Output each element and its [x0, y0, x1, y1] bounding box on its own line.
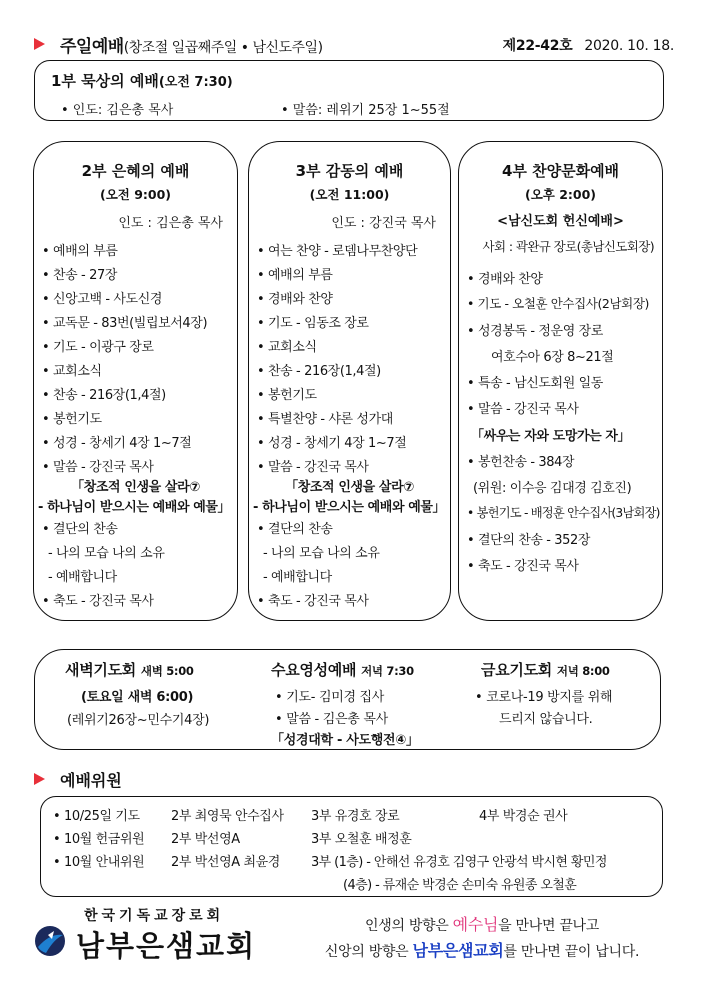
service4-item: (위원: 이수응 김대경 김호진) [473, 481, 632, 496]
service2-closing: - 나의 모습 나의 소유 [48, 546, 165, 561]
service4-item: • 특송 - 남신도회원 일동 [467, 376, 603, 391]
wed-sermon: • 말씀 - 김은총 목사 [275, 712, 388, 727]
committee-row4: (4층) - 류재순 박경순 손미숙 유원종 오철훈 [343, 878, 577, 893]
service3-item: • 경배와 찬양 [257, 292, 333, 307]
service3-item: • 교회소식 [257, 340, 317, 355]
fri-title-text: 금요기도회 [481, 661, 552, 679]
church-name: 남부은샘교회 [76, 929, 257, 963]
service4-item: • 기도 - 오철훈 안수집사(2남회장) [467, 296, 649, 311]
service4-title: 4부 찬양문화예배 [501, 162, 620, 180]
service4-sermon-title: 「싸우는 자와 도망가는 자」 [471, 429, 631, 444]
service4-item: • 경배와 찬양 [467, 272, 543, 287]
service3-box [248, 141, 451, 621]
service3-time: (오전 11:00) [309, 187, 390, 202]
issue-info [503, 35, 674, 55]
wed-series: 「성경대학 - 사도행전④」 [271, 733, 419, 748]
slogan-line1 [312, 912, 652, 935]
service3-item: • 봉헌기도 [257, 388, 317, 403]
service3-sermon-subtitle: - 하나님이 받으시는 예배와 예물」 [253, 500, 446, 515]
service2-sermon-title: 「창조적 인생을 살라⑦ [71, 480, 200, 495]
service1-leader: • 인도: 김은총 목사 [61, 103, 174, 118]
committee-part2: 2부 박선영A 최윤경 [171, 855, 280, 870]
dawn-title-text: 새벽기도회 [65, 661, 136, 679]
service3-closing: - 나의 모습 나의 소유 [263, 546, 380, 561]
committee-label: • 10/25일 기도 [53, 809, 140, 824]
church-logo-icon [34, 925, 66, 957]
weekday-services-box [34, 649, 661, 750]
service2-title: 2부 은혜의 예배 [81, 162, 190, 180]
committee-label: • 10월 안내위원 [53, 855, 145, 870]
service2-item: • 말씀 - 강진국 목사 [42, 460, 154, 475]
service4-item: • 봉헌기도 - 배정훈 안수집사(3남회장) [467, 506, 660, 520]
service3-item: • 기도 - 임동조 장로 [257, 316, 369, 331]
service2-item: • 기도 - 이광구 장로 [42, 340, 154, 355]
committee-part3: 3부 (1층) - 안해선 유경호 김영구 안광석 박시현 황민정 [311, 855, 607, 870]
service3-title: 3부 감동의 예배 [295, 162, 404, 180]
service1-title [51, 70, 233, 91]
service4-item: 여호수아 6장 8~21절 [491, 350, 614, 365]
service1-box [34, 60, 664, 121]
service2-closing: • 결단의 찬송 [42, 522, 118, 537]
service3-item: • 예배의 부름 [257, 268, 333, 283]
fri-prayer-title [481, 659, 610, 680]
service2-sermon-subtitle: - 하나님이 받으시는 예배와 예물」 [38, 500, 231, 515]
committee-part4: 4부 박경순 권사 [479, 809, 568, 824]
slogan-highlight: 남부은샘교회 [412, 941, 504, 960]
committee-box [40, 796, 663, 897]
service4-box [458, 141, 663, 621]
service1-time: (오전 7:30) [158, 75, 233, 90]
fri-line2: 드리지 않습니다. [499, 712, 593, 727]
service2-item: • 찬송 - 27장 [42, 268, 117, 283]
service2-box [33, 141, 238, 621]
wed-title-text: 수요영성예배 [271, 661, 357, 679]
service2-closing: • 축도 - 강진국 목사 [42, 594, 154, 609]
service3-item: • 특별찬양 - 샤론 성가대 [257, 412, 393, 427]
page-header [34, 32, 674, 56]
committee-part3: 3부 유경호 장로 [311, 809, 400, 824]
service4-item: • 성경봉독 - 정운영 장로 [467, 324, 603, 339]
service4-item: • 봉헌찬송 - 384장 [467, 455, 575, 470]
dawn-text: (레위기26장~민수기4장) [67, 713, 210, 728]
dawn-time: 새벽 5:00 [140, 664, 194, 678]
service2-time: (오전 9:00) [99, 187, 172, 202]
slogan-text: 인생의 방향은 [365, 918, 453, 934]
service2-item: • 성경 - 창세기 4장 1~7절 [42, 436, 192, 451]
committee-title: 예배위원 [60, 771, 122, 790]
issue-date: 2020. 10. 18. [584, 38, 674, 54]
service2-item: • 신앙고백 - 사도신경 [42, 292, 163, 307]
dawn-saturday: (토요일 새벽 6:00) [81, 690, 194, 705]
committee-part3: 3부 오철훈 배정훈 [311, 832, 412, 847]
committee-label: • 10월 헌금위원 [53, 832, 145, 847]
service4-subtitle: <남신도회 헌신예배> [497, 214, 624, 229]
service3-closing: - 예배합니다 [263, 570, 332, 585]
service3-item: • 말씀 - 강진국 목사 [257, 460, 369, 475]
service2-item: • 봉헌기도 [42, 412, 102, 427]
bullet-triangle-icon [34, 773, 45, 785]
slogan-text: 을 만나면 끝나고 [498, 918, 599, 934]
service3-closing: • 결단의 찬송 [257, 522, 333, 537]
slogan-highlight: 예수님 [452, 915, 499, 934]
fri-line1: • 코로나-19 방지를 위해 [475, 690, 613, 705]
issue-number: 제22-42호 [502, 38, 573, 54]
service3-sermon-title: 「창조적 인생을 살라⑦ [285, 480, 414, 495]
dawn-prayer-title [65, 659, 194, 680]
bullet-triangle-icon [34, 38, 45, 50]
service4-item: • 말씀 - 강진국 목사 [467, 402, 579, 417]
title-text: 주일예배 [60, 37, 124, 57]
slogan-text: 를 만나면 끝이 납니다. [503, 944, 640, 960]
service4-item: • 결단의 찬송 - 352장 [467, 533, 591, 548]
fri-time: 저녁 8:00 [556, 664, 610, 678]
committee-part2: 2부 박선영A [171, 832, 240, 847]
service3-item: • 성경 - 창세기 4장 1~7절 [257, 436, 407, 451]
wed-service-title [271, 659, 414, 680]
page-title [60, 32, 323, 57]
slogan-text: 신앙의 방향은 [324, 944, 413, 960]
service2-item: • 예배의 부름 [42, 244, 118, 259]
service1-title-text: 1부 묵상의 예배 [51, 72, 159, 90]
service2-item: • 교독문 - 83번(빌립보서4장) [42, 316, 208, 331]
service4-time: (오후 2:00) [524, 187, 597, 202]
service3-closing: • 축도 - 강진국 목사 [257, 594, 369, 609]
page-subtitle: (창조절 일곱째주일 • 남신도주일) [123, 40, 323, 56]
slogan-line2 [312, 938, 652, 961]
service2-leader: 인도 : 김은총 목사 [118, 216, 223, 231]
service2-closing: - 예배합니다 [48, 570, 117, 585]
service3-item: • 여는 찬양 - 로뎀나무찬양단 [257, 244, 418, 259]
service3-item: • 찬송 - 216장(1,4절) [257, 364, 381, 379]
service2-item: • 교회소식 [42, 364, 102, 379]
service3-leader: 인도 : 강진국 목사 [331, 216, 436, 231]
service4-item: • 축도 - 강진국 목사 [467, 559, 579, 574]
wed-prayer: • 기도- 김미경 집사 [275, 690, 385, 705]
denomination-name: 한국기독교장로회 [84, 908, 225, 924]
service2-item: • 찬송 - 216장(1,4절) [42, 388, 166, 403]
committee-part2: 2부 최영묵 안수집사 [171, 809, 284, 824]
service4-host: 사회 : 곽완규 장로(총남신도회장) [482, 239, 654, 254]
service1-sermon: • 말씀: 레위기 25장 1~55절 [281, 103, 450, 118]
wed-time: 저녁 7:30 [361, 664, 414, 678]
